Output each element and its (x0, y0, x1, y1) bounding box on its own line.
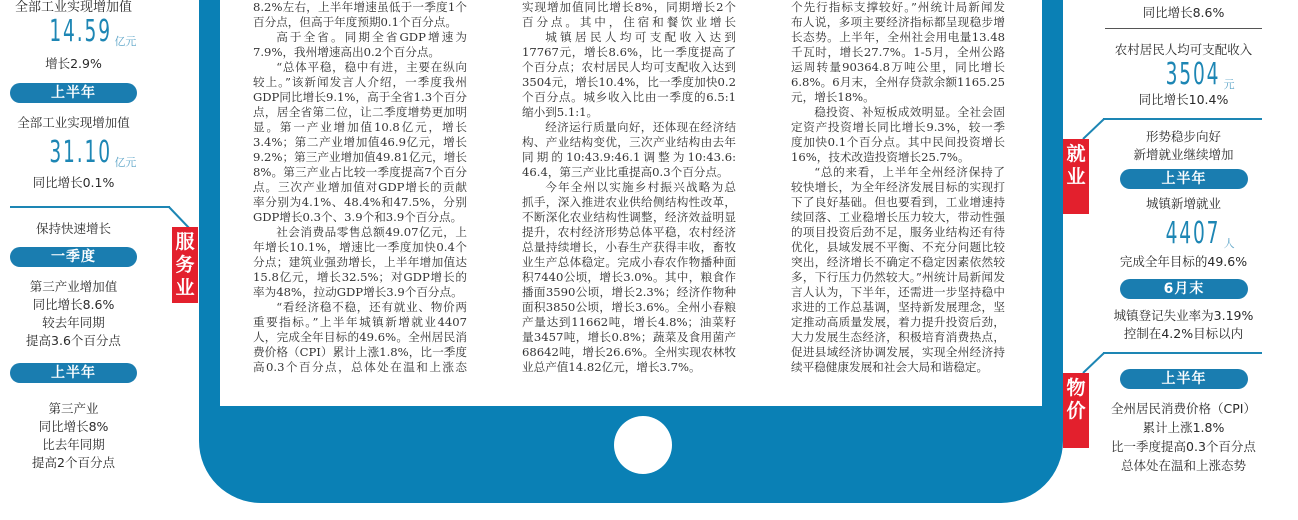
pill-half-year: 上半年 (10, 83, 137, 103)
article-line: 15.8亿元，增长32.5%；对GDP增长的 (253, 270, 467, 284)
article-line: 量3457吨，增长0.8%；蔬菜及食用菌产 (522, 330, 736, 344)
article-line: 率分别为4.1%、48.4%和47.5%，分别 (253, 195, 467, 209)
article-line: 的项目投资后劲不足，服务业结构还有待 (791, 225, 1005, 239)
article-line: “总体平稳，稳中有进，主要在纵向 (276, 60, 467, 74)
article-line: 定推动高质量发展，着力提升投资后劲， (791, 315, 1005, 329)
section-divider-2 (1103, 352, 1262, 354)
stat-31-10: 31.10 亿元 (48, 135, 137, 170)
article-line: 优化，县域发展不平衡、不充分问题比较 (791, 240, 1005, 254)
article-line: 高0.3个百分点，总体处在温和上涨态 (253, 360, 467, 374)
article-line: “看经济稳不稳，还有就业、物价两 (276, 300, 467, 314)
article-line: 社会消费品零售总额49.07亿元，上 (276, 225, 467, 239)
article-paragraph (522, 180, 736, 375)
article-line: “总的来看，上半年全州经济保持了 (814, 165, 1005, 179)
stat-4407: 4407 人 (1165, 216, 1235, 251)
stat-14-59: 14.59 亿元 (48, 14, 137, 49)
article-line: 积7440公顷，增长3.0%。其中，粮食作 (522, 270, 736, 284)
unemployment-text: 城镇登记失业率为3.19% 控制在4.2%目标以内 (1113, 308, 1254, 341)
top-note: 同比增长8.6% (1142, 5, 1225, 20)
article-line: 突出，经济增长不确定不稳定因素依然较 (791, 255, 1005, 269)
article-line: 较上。”该新闻发言人介绍，一季度我州 (253, 75, 467, 89)
pill-half-year-2: 上半年 (1120, 369, 1248, 389)
tablet-home-button (614, 416, 672, 474)
article-line: 稳投资、补短板成效明显。全社会固 (814, 105, 1005, 119)
article-line: 8.2%左右，上半年增速虽低于一季度1个 (253, 0, 467, 14)
article-line: 今年全州以实施乡村振兴战略为总 (545, 180, 736, 194)
article-line: 续平稳健康发展和社会大局和谐稳定。 (791, 360, 989, 374)
article-line: 68642吨，增长26.6%。全州实现农林牧 (522, 345, 736, 359)
article-paragraph (253, 225, 467, 300)
pill-q1: 一季度 (10, 247, 137, 267)
article-line: 17767元，增长8.6%，比一季度提高了 (522, 45, 736, 59)
article-line: 提升，农村经济形势总体平稳，农村经济 (522, 225, 736, 239)
section-divider (10, 206, 170, 208)
pill-half-year-2: 上半年 (10, 363, 137, 383)
article-paragraph (253, 60, 467, 225)
article-line: 布人说，多项主要经济指标都呈现稳步增 (791, 15, 1005, 29)
article-line: 度加快0.1个百分点。其中民间投资增长 (791, 135, 1005, 149)
article-paragraph (253, 30, 467, 60)
article-line: 重要指标。”上半年城镇新增就业4407 (253, 315, 467, 329)
article-line: GDP增长0.3个、3.9个和3.9个百分点。 (253, 210, 463, 224)
pill-half-year: 上半年 (1120, 169, 1248, 189)
article-line: 不断深化农业结构性调整，经济效益明显 (522, 210, 736, 224)
article-line: 长态势。上半年，全州社会用电量13.48 (791, 30, 1005, 44)
article-line: 个百分点。城乡收入比由一季度的6.5:1 (522, 90, 736, 104)
stat-3504: 3504 元 (1165, 57, 1235, 92)
article-line: 千瓦时，增长27.7%。1-5月，全州公路 (791, 45, 1005, 59)
article-line: 缩小到5.1:1。 (522, 105, 599, 119)
article-line: 实现增加值同比增长8%，同期增长2个 (522, 0, 736, 14)
industry-label-top: 全部工业实现增加值 (14, 0, 132, 15)
article-line: 元，增长18%。 (791, 90, 875, 104)
article-line: 下了良好基础。但也要看到，工业增速持 (791, 195, 1005, 209)
stat2-label: 全部工业实现增加值 (17, 115, 130, 130)
divider-connector (1080, 117, 1106, 141)
article-column-1 (253, 0, 467, 375)
section-divider (1103, 118, 1262, 120)
article-line: 业总产值14.82亿元，增长3.7%。 (522, 360, 701, 374)
cpi-text: 全州居民消费价格（CPI） 累计上涨1.8% 比一季度提高0.3个百分点 总体处在温和上涨态势 (1111, 401, 1256, 473)
article-line: 人，完成全年目标的49.6%。全州居民消 (253, 330, 467, 344)
article-paragraph (522, 30, 736, 120)
new-jobs-label: 城镇新增就业 (1145, 196, 1221, 211)
article-line: 产量达到11662吨，增长4.8%；油菜籽 (522, 315, 736, 329)
article-line: 8%。第三产业占比较一季度提高7个百分 (253, 165, 467, 179)
article-line: 同期的10:43.9:46.1调整为10:43.6: (522, 150, 736, 164)
article-line: 费价格（CPI）累计上涨1.8%，比一季度 (253, 345, 467, 359)
article-column-3 (791, 0, 1005, 375)
article-line: 促进县域经济协调发展，实现全州经济持 (791, 345, 1005, 359)
article-line: 经济运行质量向好，还体现在经济结 (545, 120, 736, 134)
divider-connector-2 (1080, 351, 1106, 375)
article-line: GDP同比增长9.1%，高于全省1.3个百分 (253, 90, 467, 104)
article-line: 求进的工作总基调，坚持新发展理念，坚 (791, 300, 1005, 314)
article-line: 个先行指标支撑较好。”州统计局新闻发 (791, 0, 1005, 14)
article-line: 构、产业结构变优，三次产业结构由去年 (522, 135, 736, 149)
article-line: 点，居全省第二位，让二季度增势更加明 (253, 105, 467, 119)
stat1-note: 增长2.9% (45, 56, 102, 71)
article-paragraph (522, 0, 736, 30)
article-line: 续回落、工业稳增长压力较大，带动性强 (791, 210, 1005, 224)
article-line: 城镇居民人均可支配收入达到 (545, 30, 736, 44)
article-line: 46.4，第三产业比重提高0.3个百分点。 (522, 165, 729, 179)
article-line: 较快增长，为全年经济发展目标的实现打 (791, 180, 1005, 194)
article-line: 言人认为，下半年，还需进一步坚持稳中 (791, 285, 1005, 299)
article-line: 率为48%，拉动GDP增长3.9个百分点。 (253, 285, 463, 299)
article-line: 16%，技术改造投资增长25.7%。 (791, 150, 970, 164)
pill-june-end: 6月末 (1120, 279, 1248, 299)
tag-employment: 就业 (1063, 139, 1089, 214)
rural-income-label: 农村居民人均可支配收入 (1114, 42, 1253, 57)
article-line: 点。三次产业增加值对GDP增长的贡献 (253, 180, 467, 194)
article-line: 9.2%；第三产业增加值49.81亿元，增长 (253, 150, 467, 164)
article-line: 高于全省。同期全省GDP增速为 (276, 30, 467, 44)
article-line: 大力发展生态经济，积极培育消费热点， (791, 330, 1005, 344)
rural-income-note: 同比增长10.4% (1138, 92, 1229, 107)
article-line: 6.8%。6月末，全州存贷款余额1165.25 (791, 75, 1005, 89)
services-heading: 保持快速增长 (35, 221, 111, 236)
article-paragraph (253, 300, 467, 375)
article-line: 运周转量90364.8万吨公里，同比增长 (791, 60, 1005, 74)
article-line: 个百分点；农村居民人均可支配收入达到 (522, 60, 736, 74)
article-line: 总量持续增长，小春生产获得丰收，畜牧 (522, 240, 736, 254)
article-line: 百分点，但高于年度预期0.1个百分点。 (253, 15, 457, 29)
article-line: 3.4%；第二产业增加值46.9亿元，增长 (253, 135, 467, 149)
divider (1105, 28, 1262, 29)
article-line: 显。第一产业增加值10.8亿元，增长 (253, 120, 467, 134)
stat2-note: 同比增长0.1% (32, 175, 115, 190)
article-line: 抓手，深入推进农业供给侧结构性改革， (522, 195, 736, 209)
article-paragraph (522, 120, 736, 180)
article-line: 业生产总体稳定。完成小春农作物播种面 (522, 255, 736, 269)
article-line: 多，下行压力仍然较大。”州统计局新闻发 (791, 270, 1005, 284)
tag-services: 服务业 (172, 227, 198, 303)
article-line: 3504元，增长10.4%，比一季度加快0.2 (522, 75, 736, 89)
article-line: 百分点。其中，住宿和餐饮业增长 (522, 15, 736, 29)
q1-text: 第三产业增加值 同比增长8.6% 较去年同期 提高3.6个百分点 (26, 279, 121, 348)
article-column-2 (522, 0, 736, 375)
article-line: 7.9%，我州增速高出0.2个百分点。 (253, 45, 441, 59)
employment-heading: 形势稳步向好 新增就业继续增加 (1133, 129, 1234, 162)
article-paragraph (791, 0, 1005, 105)
half-year-text: 第三产业 同比增长8% 比去年同期 提高2个百分点 (32, 401, 115, 470)
article-paragraph (253, 0, 467, 30)
article-paragraph (791, 165, 1005, 375)
tag-prices: 物价 (1063, 373, 1089, 448)
article-line: 定资产投资增长同比增长9.3%，较一季 (791, 120, 1005, 134)
article-paragraph (791, 105, 1005, 165)
article-line: 播面3590公顷，增长2.3%；经济作物种 (522, 285, 736, 299)
article-line: 年增长10.1%，增速比一季度加快0.4个 (253, 240, 467, 254)
article-line: 分点；建筑业强劲增长，上半年增加值达 (253, 255, 467, 269)
new-jobs-note: 完成全年目标的49.6% (1119, 254, 1248, 269)
article-line: 面积3850公顷，增长3.6%。全州小春粮 (522, 300, 736, 314)
